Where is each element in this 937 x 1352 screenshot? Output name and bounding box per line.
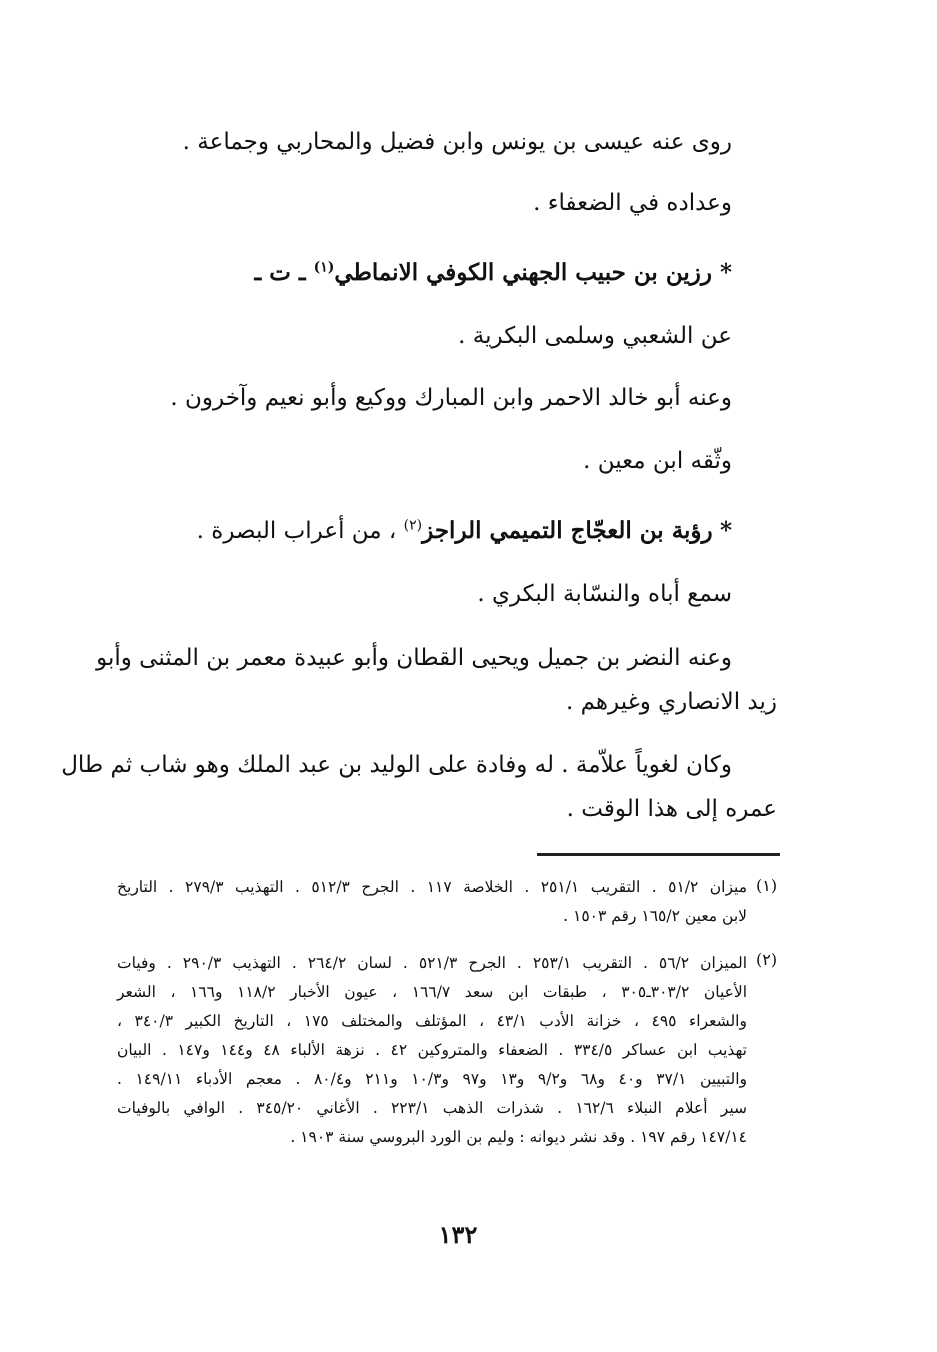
entry-marker: * <box>719 517 732 544</box>
body-line-4: عن الشعبي وسلمى البكرية . <box>458 323 732 349</box>
entry-name: رزين بن حبيب الجهني الكوفي الانماطي <box>334 259 712 286</box>
body-line-8: سمع أباه والنسّابة البكري . <box>477 581 732 607</box>
body-line-9b: زيد الانصاري وغيرهم . <box>566 689 777 715</box>
body-line-1: روى عنه عيسى بن يونس وابن فضيل والمحاربي وجماعة . <box>182 129 732 155</box>
body-line-10a: وكان لغوياً علاّمة . له وفادة على الوليد بن عبد الملك وهو شاب ثم طال <box>61 752 732 778</box>
footnote-number-2: (٢) <box>756 950 778 969</box>
footnote-number-1: (١) <box>756 876 778 895</box>
page-number: ١٣٢ <box>438 1220 478 1249</box>
body-line-10b: عمره إلى هذا الوقت . <box>566 796 777 822</box>
entry-name: رؤبة بن العجّاج التميمي الراجز <box>422 517 713 544</box>
footnote-2-line-6: سير أعلام النبلاء ١٦٢/٦ . شذرات الذهب ٢٢٣/١ . الأغاني ٣٤٥/٢٠ . الوافي بالوفيات <box>117 1099 747 1117</box>
footnote-2-line-3: والشعراء ٤٩٥ ، خزانة الأدب ٤٣/١ ، المؤتلف والمختلف ١٧٥ ، التاريخ الكبير ٣٤٠/٣ ، <box>117 1012 747 1030</box>
footnote-2-line-1: الميزان ٥٦/٢ . التقريب ٢٥٣/١ . الجرح ٥٢١/٣ . لسان ٢٦٤/٢ . التهذيب ٢٩٠/٣ . وفيات <box>117 954 748 972</box>
entry-tail: ـ ت ـ <box>254 259 306 286</box>
entry-heading-razin <box>254 257 732 289</box>
footnote-2-line-7: ١٤٧/١٤ رقم ١٩٧ . وقد نشر ديوانه : وليم بن الورد البروسي سنة ١٩٠٣ . <box>290 1128 747 1146</box>
entry-marker: * <box>719 259 732 286</box>
footnote-2-line-4: تهذيب ابن عساكر ٣٣٤/٥ . الضعفاء والمتروكين ٤٢ . نزهة الألباء ٤٨ و١٤٤ و١٤٧ . البيان <box>117 1041 747 1059</box>
entry-tail: ، من أعراب البصرة . <box>196 518 397 544</box>
body-line-6: وثّقه ابن معين . <box>583 448 732 474</box>
footnote-2-line-5: والتبيين ٣٧/١ و٤٠ و٦٨ و٩/٢ و١٣ و٩٧ و١٠/٣ و٢١١ و٨٠/٤ . معجم الأدباء ١٤٩/١١ . <box>117 1070 747 1088</box>
footnote-1-line-1: ميزان ٥١/٢ . التقريب ٢٥١/١ . الخلاصة ١١٧ . الجرح ٥١٢/٣ . التهذيب ٢٧٩/٣ . التاريخ <box>117 878 748 896</box>
footnote-ref-1: (١) <box>313 259 335 276</box>
body-line-5: وعنه أبو خالد الاحمر وابن المبارك ووكيع وأبو نعيم وآخرون . <box>170 385 732 411</box>
footnote-ref-2: (٢) <box>403 517 423 534</box>
entry-heading-ruba <box>197 515 732 547</box>
body-line-2: وعداده في الضعفاء . <box>533 190 732 216</box>
footnote-2-line-2: الأعيان ٣٠٣/٢ـ٣٠٥ ، طبقات ابن سعد ١٦٦/٧ ، عيون الأخبار ١١٨/٢ و١٦٦ ، الشعر <box>117 983 748 1001</box>
body-line-9a: وعنه النضر بن جميل ويحيى القطان وأبو عبيدة معمر بن المثنى وأبو <box>96 645 732 671</box>
footnote-1-line-2: لابن معين ١٦٥/٢ رقم ١٥٠٣ . <box>563 907 747 925</box>
footnote-separator <box>537 853 780 856</box>
